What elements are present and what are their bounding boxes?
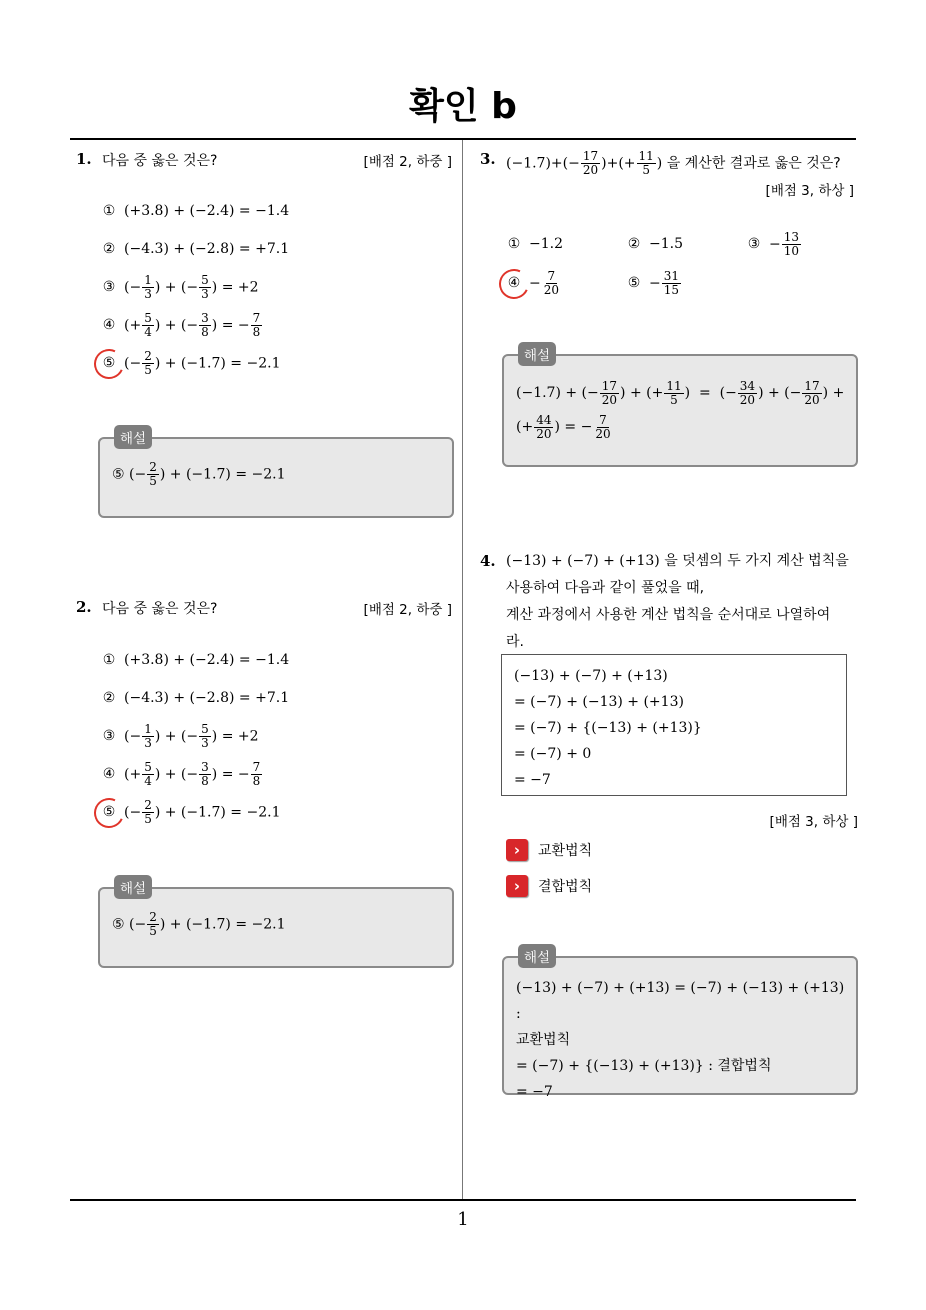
question-number: 3. [480, 150, 496, 168]
choice-associative[interactable] [506, 868, 592, 904]
option-marker: ④ [102, 766, 116, 782]
option-marker: ⑤ [627, 275, 641, 291]
option-marker: ③ [747, 236, 761, 252]
question-number: 1. [76, 150, 92, 168]
bottom-rule [70, 1199, 856, 1201]
option-value: −1.5 [649, 236, 683, 252]
explanation-tag: 해설 [518, 342, 556, 366]
work-line: = (−7) + 0 [514, 746, 592, 762]
question-2 [76, 598, 452, 618]
explanation-text [516, 975, 846, 1105]
explanation-marker: ⑤ [112, 916, 125, 933]
option-marker: ① [102, 203, 116, 219]
explanation-line: = −7 [516, 1084, 553, 1100]
top-rule [70, 138, 856, 140]
option-value: −1.2 [529, 236, 563, 252]
explanation-tag: 해설 [114, 425, 152, 449]
option-marker: ③ [102, 279, 116, 295]
option-marker: ② [102, 690, 116, 706]
option-3[interactable] [745, 225, 845, 263]
q4-choices [506, 832, 592, 904]
explanation-text: ⑤ (− $\frac{2}{5}$ ) + (−1.7) = −2.1 [112, 910, 286, 938]
option-2[interactable] [100, 679, 450, 717]
question-prompt: 다음 중 옳은 것은? [102, 601, 218, 617]
answer-circle-icon: ⑤ [100, 355, 118, 371]
option-expression: (−4.3) + (−2.8) = +7.1 [124, 690, 290, 706]
prompt-line: 을 덧셈의 두 가지 계산 법칙을 [664, 553, 849, 569]
question-prompt: (−1.7)+(− $\frac{17}{20}$ )+(+ $\frac{11}{5}$ ) 을 계산한 결과로 옳은 것은? [506, 149, 841, 177]
work-line: (−13) + (−7) + (+13) [514, 668, 668, 684]
work-line: = (−7) + {(−13) + (+13)} [514, 720, 702, 736]
option-2[interactable] [100, 230, 450, 268]
answer-circle-icon: ⑤ [100, 804, 118, 820]
option-4[interactable] [100, 306, 450, 344]
option-4[interactable] [100, 755, 450, 793]
score-label: [배점 3, 하상 ] [769, 814, 858, 830]
question-expression: (−13) + (−7) + (+13) [506, 553, 660, 569]
prompt-line: 계산 과정에서 사용한 계산 법칙을 순서대로 나열하여 [506, 607, 831, 623]
prompt-line: 라. [506, 634, 524, 650]
explanation-box [98, 431, 454, 518]
answer-circle-icon: ④ [505, 275, 523, 291]
work-line: = −7 [514, 772, 551, 788]
question-4 [480, 548, 862, 656]
question-prompt [506, 548, 862, 575]
option-expression: (+3.8) + (−2.4) = −1.4 [124, 203, 290, 219]
option-1[interactable] [505, 225, 625, 263]
option-1[interactable] [100, 641, 450, 679]
option-marker: ② [627, 236, 641, 252]
option-2[interactable] [625, 225, 745, 263]
question-1 [76, 150, 452, 170]
q2-options [100, 641, 450, 831]
option-4[interactable] [505, 264, 625, 302]
explanation-text: (−1.7) + (− $\frac{17}{20}$ ) + (+ $\frac{11}{5}$ ) = (− $\frac{34}{20}$ ) + (− $\frac{17}{20}$ ) + (+ $\frac{44}{20}$ ) = − $\frac{7}{20}$ [516, 378, 845, 441]
explanation-line: (−13) + (−7) + (+13) = (−7) + (−13) + (+13) : [516, 980, 845, 1022]
prompt-line: 사용하여 다음과 같이 풀었을 때, [506, 580, 705, 596]
explanation-box [98, 881, 454, 968]
explanation-marker: ⑤ [112, 466, 125, 483]
column-divider [462, 140, 463, 1200]
option-expression: (− $\frac{2}{5}$ ) + (−1.7) = −2.1 [124, 348, 281, 377]
work-line: = (−7) + (−13) + (+13) [514, 694, 684, 710]
explanation-tag: 해설 [518, 944, 556, 968]
score-label: [배점 2, 하중 ] [363, 154, 452, 170]
question-3 [480, 150, 860, 199]
option-expression: (+3.8) + (−2.4) = −1.4 [124, 652, 290, 668]
q3-options [505, 226, 845, 302]
question-number: 4. [480, 552, 496, 570]
chevron-right-icon: › [506, 875, 528, 897]
option-marker: ④ [102, 317, 116, 333]
question-prompt: 다음 중 옳은 것은? [102, 153, 218, 169]
question-number: 2. [76, 598, 92, 616]
choice-commutative[interactable] [506, 832, 592, 868]
explanation-box [502, 950, 858, 1100]
option-expression: (− $\frac{1}{3}$ ) + (− $\frac{5}{3}$ ) = +2 [124, 721, 259, 750]
option-expression: (−4.3) + (−2.8) = +7.1 [124, 241, 290, 257]
option-marker: ① [102, 652, 116, 668]
option-expression: (+ $\frac{5}{4}$ ) + (− $\frac{3}{8}$ ) = − $\frac{7}{8}$ [124, 310, 261, 339]
work-box [501, 654, 847, 796]
option-5[interactable] [100, 793, 450, 831]
explanation-text: ⑤ (− $\frac{2}{5}$ ) + (−1.7) = −2.1 [112, 460, 286, 488]
option-3[interactable] [100, 717, 450, 755]
page-number: 1 [457, 1209, 469, 1230]
option-1[interactable] [100, 192, 450, 230]
option-5[interactable] [100, 344, 450, 382]
page-title: 확인 b [409, 86, 517, 127]
option-expression: (+ $\frac{5}{4}$ ) + (− $\frac{3}{8}$ ) = − $\frac{7}{8}$ [124, 759, 261, 788]
option-expression: (− $\frac{2}{5}$ ) + (−1.7) = −2.1 [124, 797, 281, 826]
option-3[interactable] [100, 268, 450, 306]
option-marker: ② [102, 241, 116, 257]
chevron-right-icon: › [506, 839, 528, 861]
score-label: [배점 3, 하상 ] [765, 183, 854, 199]
option-marker: ③ [102, 728, 116, 744]
score-label: [배점 2, 하중 ] [363, 602, 452, 618]
question-prompt-tail: 을 계산한 결과로 옳은 것은? [666, 155, 841, 172]
option-value: − $\frac{13}{10}$ [769, 229, 800, 258]
option-marker: ① [507, 236, 521, 252]
explanation-box [502, 348, 858, 467]
choice-label: 교환법칙 [538, 843, 593, 859]
explanation-line: 교환법칙 [516, 1032, 571, 1048]
explanation-line: = (−7) + {(−13) + (+13)} : 결합법칙 [516, 1058, 772, 1074]
explanation-tag: 해설 [114, 875, 152, 899]
choice-label: 결합법칙 [538, 879, 593, 895]
option-5[interactable] [625, 264, 745, 302]
option-value: − $\frac{31}{15}$ [649, 268, 680, 297]
q1-options [100, 192, 450, 382]
option-value: − $\frac{7}{20}$ [529, 268, 560, 297]
option-expression: (− $\frac{1}{3}$ ) + (− $\frac{5}{3}$ ) = +2 [124, 272, 259, 301]
